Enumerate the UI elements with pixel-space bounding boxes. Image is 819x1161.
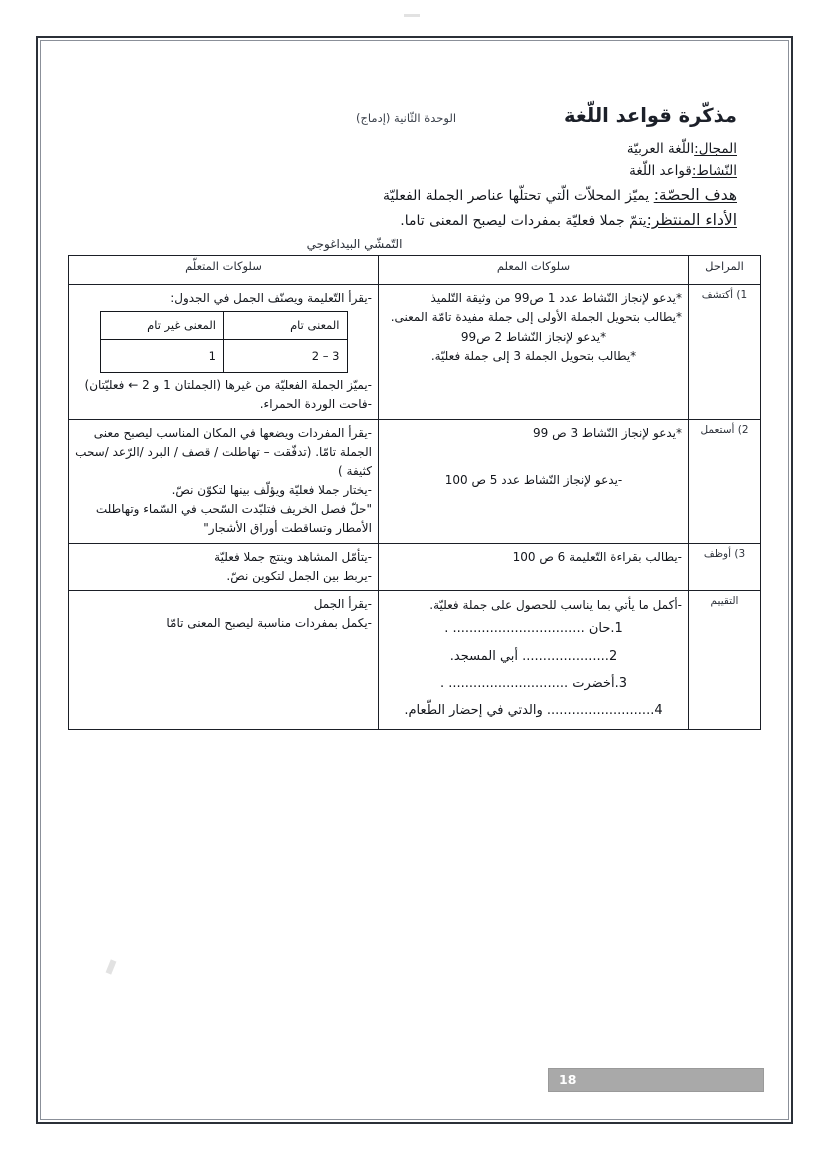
inner-header-row xyxy=(100,312,347,340)
document-header xyxy=(66,104,763,127)
evaluation-item: 3.أخضرت ............................. . xyxy=(440,675,627,691)
metadata-block xyxy=(66,139,763,233)
learner-line: -يربط بين الجمل لتكوين نصّ. xyxy=(226,568,372,583)
evaluation-item: 4.......................... والدتي في إحضار الطّعام. xyxy=(404,703,663,719)
column-header-stage: المراحل xyxy=(689,255,761,284)
stage-label-use: 2) أستعمل xyxy=(689,419,761,543)
page-title: مذكّرة قواعد اللّغة xyxy=(564,104,737,127)
meta-expected-value: يتمّ جملا فعليّة بمفردات ليصبح المعنى تاما. xyxy=(400,212,647,229)
evaluation-item: 2..................... أبي المسجد. xyxy=(449,648,618,664)
learner-behaviors-discover xyxy=(69,284,379,419)
table-row xyxy=(69,543,761,590)
meta-activity-value: قواعد اللّغة xyxy=(629,162,692,179)
learner-behaviors-apply xyxy=(69,543,379,590)
meta-activity-line xyxy=(66,161,737,183)
meta-objective-line xyxy=(66,183,737,208)
inner-header-incomplete: المعنى غير تام xyxy=(100,312,224,340)
teacher-line: *يطالب بتحويل الجملة 3 إلى جملة فعليّة. xyxy=(430,349,637,364)
inner-value-incomplete: 1 xyxy=(100,340,224,373)
learner-behaviors-use xyxy=(69,419,379,543)
teacher-behaviors-discover xyxy=(379,284,689,419)
learner-line: -يقرأ الجمل xyxy=(313,597,372,611)
inner-value-row xyxy=(100,340,347,373)
document-sheet xyxy=(36,36,793,1124)
unit-subtitle: الوحدة الثّانية (إدماج) xyxy=(356,111,457,125)
meta-expected-label: الأداء المنتظر: xyxy=(646,210,737,229)
teacher-behaviors-apply xyxy=(379,543,689,590)
column-header-learner: سلوكات المتعلّم xyxy=(69,255,379,284)
learner-line: -فاحت الوردة الحمراء. xyxy=(259,397,372,412)
teacher-line: *يطالب بتحويل الجملة الأولى إلى جملة مفيدة تامّة المعنى. xyxy=(390,310,682,325)
teacher-behaviors-use xyxy=(379,419,689,543)
meta-objective-label: هدف الحصّة: xyxy=(653,185,737,204)
evaluation-item: 1.حان ................................ . xyxy=(444,621,623,637)
evaluation-exercise xyxy=(379,591,689,730)
spacer xyxy=(385,443,682,457)
meta-objective-value: يميّز المحلاّت الّتي تحتلّها عناصر الجملة الفعليّة xyxy=(382,187,650,204)
table-row xyxy=(69,284,761,419)
scan-artifact xyxy=(404,14,420,17)
meta-field-label: المجال: xyxy=(694,141,737,157)
table-row xyxy=(69,419,761,543)
table-header-row xyxy=(69,255,761,284)
stage-label-apply: 3) أوظف xyxy=(689,543,761,590)
teacher-line: *يدعو لإنجاز النّشاط عدد 1 ص99 من وثيقة التّلميذ xyxy=(430,290,682,305)
learner-line: -يختار جملا فعليّة ويؤلّف بينها لتكوّن نصّ. xyxy=(171,483,372,498)
spacer xyxy=(385,457,682,471)
teacher-line: -يطالب بقراءة التّعليمة 6 ص 100 xyxy=(512,549,682,564)
footer-bar xyxy=(548,1068,764,1092)
stage-label-evaluation: التقييم xyxy=(689,591,761,730)
meta-expected-line xyxy=(66,208,737,233)
classification-table xyxy=(100,311,348,373)
learner-line: -يكمل بمفردات مناسبة ليصبح المعنى تامّا xyxy=(166,616,372,631)
meta-field-value: اللّغة العربيّة xyxy=(626,141,695,157)
pedagogical-path-label: التّمشّي البيداغوجي xyxy=(306,236,403,251)
meta-activity-label: النّشاط: xyxy=(691,162,737,179)
stage-label-discover: 1) أكتشف xyxy=(689,284,761,419)
page-number: 18 xyxy=(559,1072,577,1087)
teacher-line: *يدعو لإنجاز النّشاط 3 ص 99 xyxy=(533,425,682,440)
inner-value-complete: 3 – 2 xyxy=(224,340,348,373)
column-header-teacher: سلوكات المعلم xyxy=(379,255,689,284)
learner-intro: -يقرأ التّعليمة ويصنّف الجمل في الجدول: xyxy=(170,290,372,305)
teacher-line: -يدعو لإنجاز النّشاط عدد 5 ص 100 xyxy=(444,472,623,487)
learner-line: "حلّ فصل الخريف فتلبّدت السّحب في السّماء وتهاطلت الأمطار وتساقطت أوراق الأشجار" xyxy=(95,502,372,536)
learner-line: -يميّز الجملة الفعليّة من غيرها (الجملتان 1 و 2 ← فعليّتان) xyxy=(84,378,372,393)
meta-field-line xyxy=(66,139,737,161)
learner-line: -يتأمّل المشاهد وينتج جملا فعليّة xyxy=(214,549,372,564)
learner-behaviors-evaluation xyxy=(69,591,379,730)
inner-header-complete: المعنى تام xyxy=(224,312,348,340)
lesson-plan-table xyxy=(68,255,761,730)
teacher-line: *يدعو لإنجاز النّشاط 2 ص99 xyxy=(460,329,607,344)
table-row xyxy=(69,591,761,730)
learner-line: -يقرأ المفردات ويضعها في المكان المناسب ليصبح معنى الجملة تامّا. (تدفّقت – تهاطلت / قصف / البرد /الرّعد /سحب كثيفة ) xyxy=(75,425,372,478)
evaluation-instruction: -أكمل ما يأتي بما يناسب للحصول على جملة فعليّة. xyxy=(429,598,682,612)
